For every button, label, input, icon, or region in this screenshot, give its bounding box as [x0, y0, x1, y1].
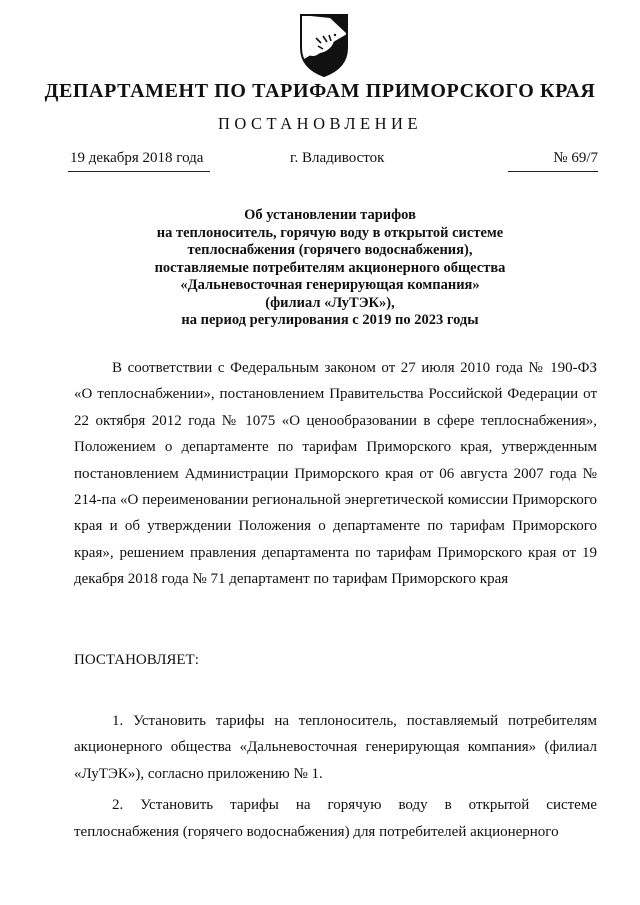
title-line: «Дальневосточная генерирующая компания»	[180, 277, 480, 293]
department-heading: ДЕПАРТАМЕНТ ПО ТАРИФАМ ПРИМОРСКОГО КРАЯ	[44, 80, 596, 102]
document-type: ПОСТАНОВЛЕНИЕ	[217, 114, 423, 133]
preamble-paragraph: В соответствии с Федеральным законом от 27 июля 2010 года № 190-ФЗ «О теплоснабжении», постановлением Правительства Российской Федерации от 22 октября 2012 года № 1075 «О ценообразовании в сфере теплоснабжения», Положением о департаменте по тарифам Приморского края, утвержденным постановлением Администрации Приморского края от 06 августа 2007 года № 214-па «О переименовании региональной энергетической комиссии Приморского края и об утверждении Положения о департаменте по тарифам Приморского края», решением правления департамента по тарифам Приморского края от 19 декабря 2018 года № 71 департамент по тарифам Приморского края	[74, 360, 597, 588]
coat-of-arms-icon	[296, 12, 352, 78]
title-line: поставляемые потребителям акционерного общества	[154, 259, 506, 276]
resolution-item-1: 1. Установить тарифы на теплоноситель, поставляемый потребителям акционерного общества «Дальневосточная генерирующая компания» (филиал «ЛуТЭК»), согласно приложению № 1.	[74, 713, 597, 782]
number-underline	[508, 171, 598, 172]
resolution-items	[74, 708, 597, 850]
resolves-heading: ПОСТАНОВЛЯЕТ:	[74, 652, 199, 668]
title-line: (филиал «ЛуТЭК»),	[265, 294, 395, 311]
document-date: 19 декабря 2018 года	[70, 150, 204, 166]
document-title	[60, 207, 600, 330]
resolution-item-2: 2. Установить тарифы на горячую воду в открытой системе теплоснабжения (горячего водоснабжения) для потребителей акционерного	[74, 797, 597, 840]
date-underline	[68, 171, 210, 172]
title-line: теплоснабжения (горячего водоснабжения),	[187, 242, 473, 258]
title-line: на теплоноситель, горячую воду в открытой системе	[156, 224, 504, 241]
preamble-section	[74, 355, 597, 593]
document-city: г. Владивосток	[290, 150, 385, 166]
document-number: № 69/7	[553, 150, 598, 166]
title-line: на период регулирования с 2019 по 2023 годы	[181, 312, 479, 328]
title-line: Об установлении тарифов	[244, 207, 416, 223]
